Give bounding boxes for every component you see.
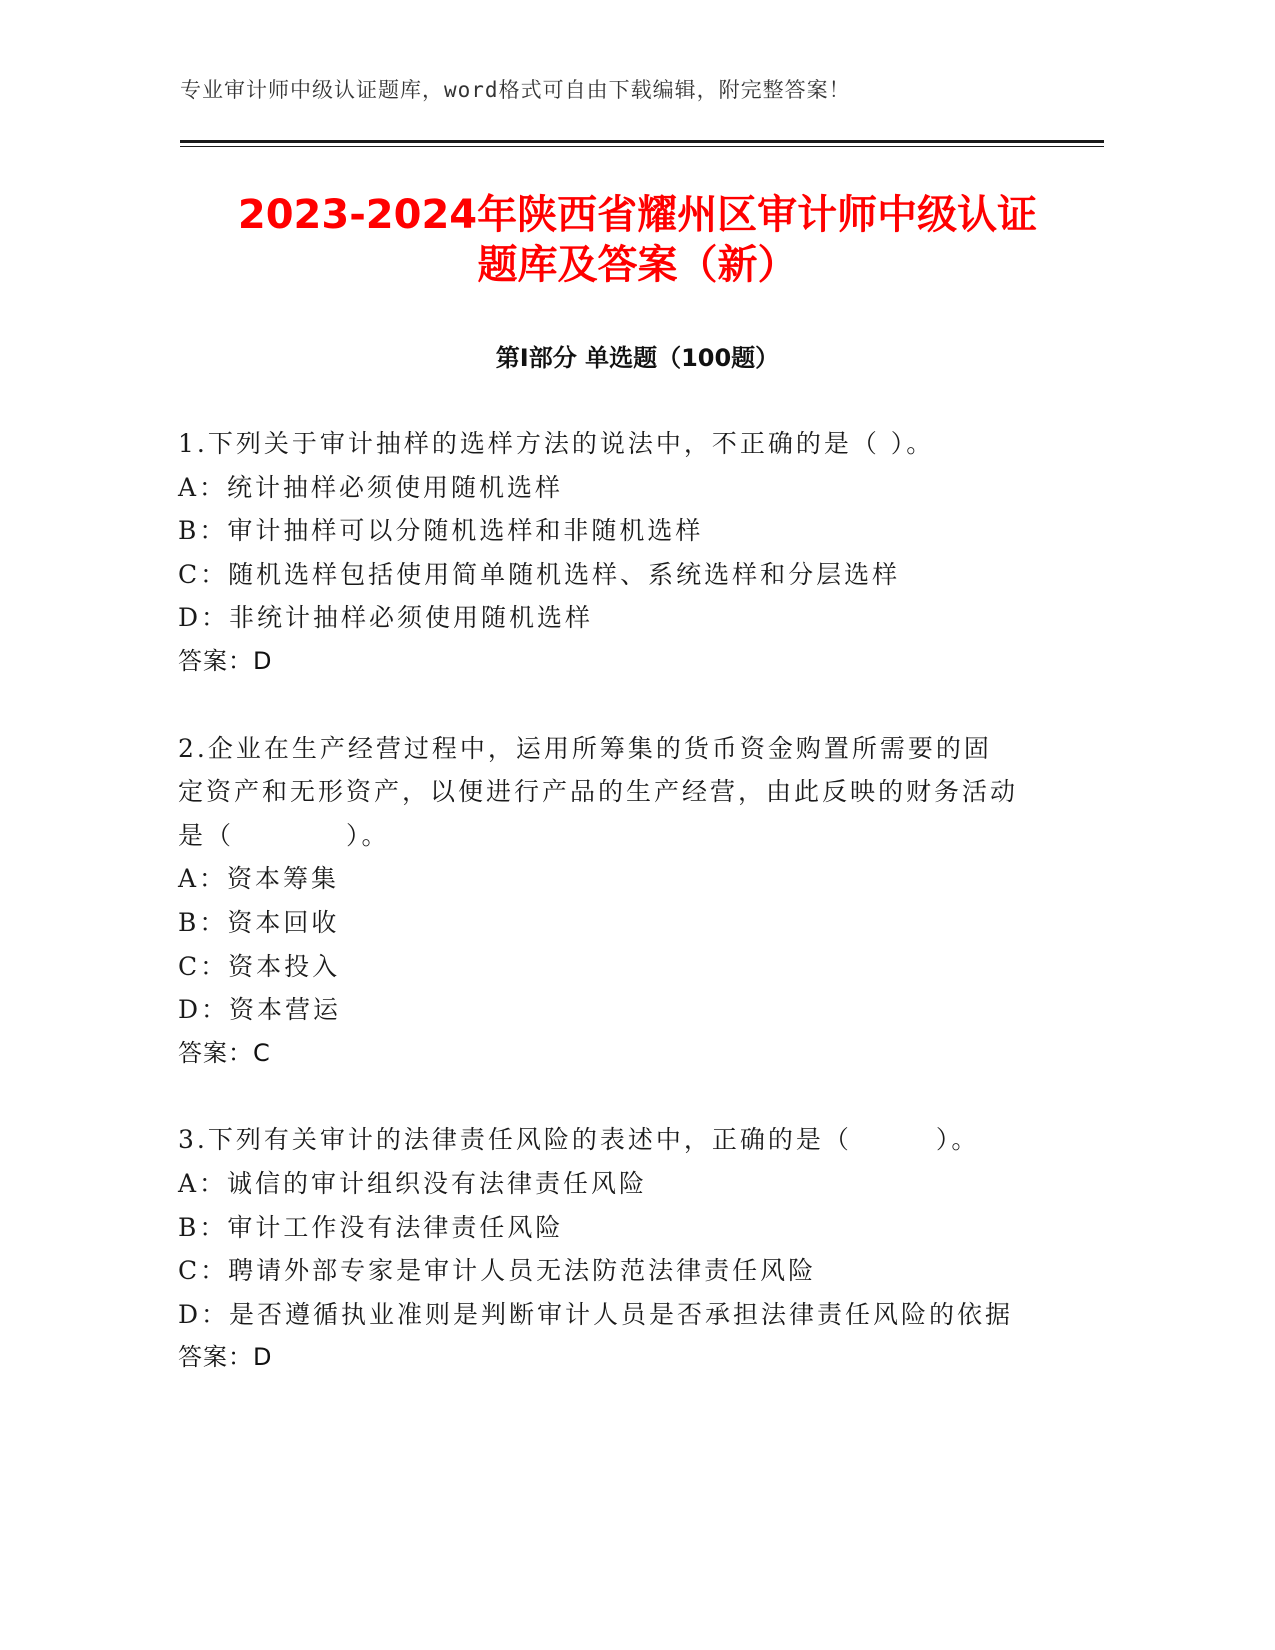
option-a: A：诚信的审计组织没有法律责任风险 [178,1168,648,1198]
question-stem: 2.企业在生产经营过程中，运用所筹集的货币资金购置所需要的固定资产和无形资产，以便进行产品的生产经营，由此反映的财务活动是（ ）。 [178,733,1019,850]
option-b: B：审计抽样可以分随机选样和非随机选样 [178,516,704,546]
answer: 答案：D [178,646,273,675]
option-d: D：非统计抽样必须使用随机选样 [178,603,594,633]
answer: 答案：D [178,1343,273,1372]
document-title-line1: 2023-2024年陕西省耀州区审计师中级认证 [237,192,1038,238]
question-2 [178,727,1018,1076]
question-3 [178,1118,1018,1380]
answer: 答案：C [178,1038,271,1067]
option-c: C：资本投入 [178,951,341,981]
option-c: C：聘请外部专家是审计人员无法防范法律责任风险 [178,1256,817,1286]
option-d: D：资本营运 [178,995,342,1025]
question-list [178,422,1018,1423]
section-title: 第Ⅰ部分 单选题（100题） [495,344,780,372]
question-stem: 1.下列关于审计抽样的选样方法的说法中，不正确的是（ ）。 [178,429,935,458]
option-c: C：随机选样包括使用简单随机选样、系统选样和分层选样 [178,559,901,589]
option-a: A：资本筹集 [178,864,340,894]
option-d: D：是否遵循执业准则是判断审计人员是否承担法律责任风险的依据 [178,1299,1014,1329]
header-note: 专业审计师中级认证题库，word格式可自由下载编辑，附完整答案！ [180,78,851,102]
question-stem: 3.下列有关审计的法律责任风险的表述中，正确的是（ ）。 [178,1125,980,1155]
option-a: A：统计抽样必须使用随机选样 [178,472,564,502]
question-1 [178,422,1018,684]
option-b: B：审计工作没有法律责任风险 [178,1212,564,1242]
document-title-line2: 题库及答案（新） [477,242,798,288]
header-rule-thin [180,146,1104,147]
document-title [150,190,1125,290]
option-b: B：资本回收 [178,907,340,937]
header-rule-thick [180,140,1104,143]
